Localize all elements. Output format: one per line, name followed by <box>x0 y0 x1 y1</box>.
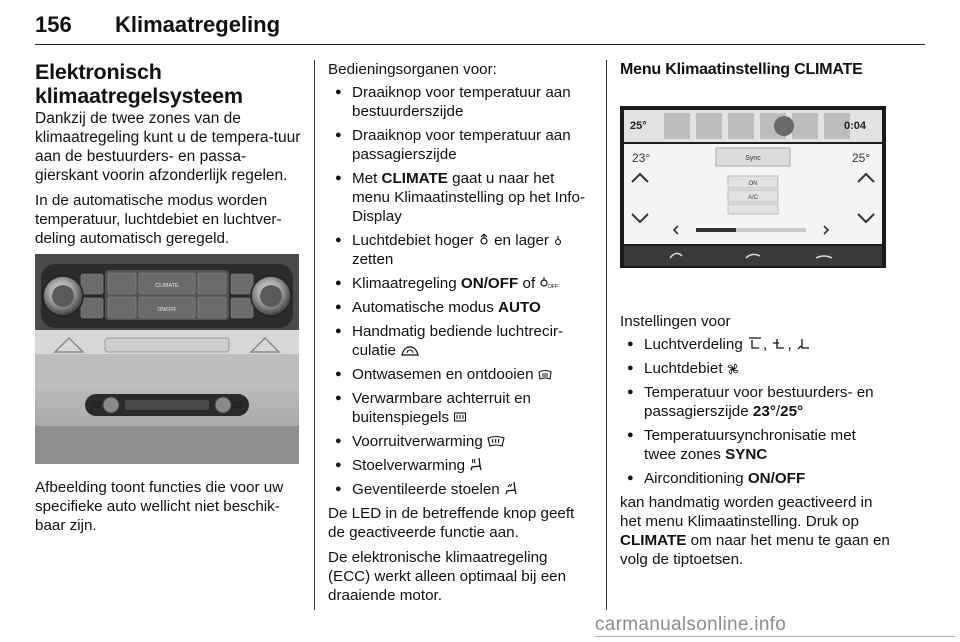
climate-menu-screen <box>620 86 886 298</box>
led-paragraph: De LED in de betreffende knop geeft de geactiveerde functie aan. <box>328 505 575 541</box>
list-item: ● Klimaatregeling ON/OFF of OFF <box>328 274 592 293</box>
watermark-text: carmanualsonline.info <box>595 614 787 635</box>
list-item: ● Draaiknop voor temperatuur aan bestuurderszijde <box>328 83 592 121</box>
fan-off-icon <box>539 276 559 290</box>
settings-list <box>620 335 890 488</box>
climate-control-panel-photo <box>35 254 299 464</box>
seat-heat-icon <box>469 457 483 472</box>
list-item: ● Automatische modus AUTO <box>328 298 592 317</box>
watermark <box>595 612 955 640</box>
auto-mode-paragraph: In de automatische modus worden temperatuur, luchtdebiet en luchtver-deling automatisch geregeld. <box>35 192 282 247</box>
column-divider-1 <box>314 60 315 610</box>
screen-on-button[interactable]: ON <box>748 181 758 187</box>
list-item: ● Ontwasemen en ontdooien <box>328 365 592 384</box>
header-rule <box>35 44 925 45</box>
screen-temp-right: 25° <box>852 151 871 165</box>
ecc-paragraph: De elektronische klimaatregeling (ECC) werkt alleen optimaal bij een draaiende motor. <box>328 549 567 604</box>
svg-text:OFF: OFF <box>548 284 559 290</box>
screen-temp-top: 25° <box>630 120 647 132</box>
screen-sync-button[interactable]: Sync <box>745 155 761 162</box>
column-divider-2 <box>606 60 607 610</box>
list-item: ● Temperatuur voor bestuurders- en passagierszijde 23°/25° <box>620 383 890 421</box>
climate-tab-icon <box>774 116 794 136</box>
screen-ac-button[interactable]: A/C <box>747 195 759 201</box>
column-2 <box>328 60 592 611</box>
fan-icon <box>727 363 739 375</box>
list-item: ● Airconditioning ON/OFF <box>620 469 890 488</box>
list-item: ● Geventileerde stoelen <box>328 480 592 499</box>
list-item: ● Voorruitverwarming <box>328 432 592 451</box>
controls-intro: Bedieningsorganen voor: <box>328 61 497 78</box>
panel-temp-right: 20 <box>231 400 243 410</box>
list-item: ● Draaiknop voor temperatuur aan passagierszijde <box>328 126 592 164</box>
panel-onoff-label: ON/OFF <box>157 307 177 313</box>
page-header <box>0 0 960 56</box>
fan-speed-bar[interactable] <box>696 228 736 232</box>
figure-caption: Afbeelding toont functies die voor uw specifieke auto wellicht niet beschik-baar zijn. <box>35 479 284 534</box>
rear-defrost-icon <box>453 411 467 424</box>
windscreen-heat-icon <box>487 435 505 448</box>
list-item: ● Luchtverdeling , , <box>620 335 890 354</box>
seat-vent-icon <box>504 481 518 496</box>
list-item: ● Verwarmbare achterruit en buitenspiegels <box>328 389 592 427</box>
screen-temp-left: 23° <box>632 151 651 165</box>
page-number: 156 <box>35 12 72 37</box>
fan-up-icon <box>478 233 490 247</box>
list-item: ● Luchtdebiet <box>620 359 890 378</box>
list-item: ● Stoelverwarming <box>328 456 592 475</box>
column-1 <box>35 60 301 541</box>
recirculation-icon <box>400 344 420 357</box>
section-heading: Elektronisch klimaatregelsysteem <box>35 60 243 108</box>
list-item: ● Met CLIMATE gaat u naar het menu Klimaatinstelling op het Info-Display <box>328 169 592 226</box>
defrost-icon <box>538 368 552 381</box>
list-item: ● Luchtdebiet hoger en lager zetten <box>328 231 592 269</box>
air-dist-lower-icon <box>796 337 812 351</box>
intro-paragraph: Dankzij de twee zones van de klimaatregeling kunt u de tempera-tuur aan de bestuurders- en passa-gierskant voorin afzonderlijk regelen. <box>35 110 301 184</box>
list-item: ● Temperatuursynchronisatie met twee zones SYNC <box>620 426 890 464</box>
controls-list <box>328 83 592 499</box>
list-item: ● Handmatig bediende luchtrecir-culatie <box>328 322 592 360</box>
column-3 <box>620 60 890 575</box>
panel-temp-left: 22 <box>91 400 103 410</box>
air-dist-middle-icon <box>771 337 787 351</box>
screen-clock: 0:04 <box>844 120 867 132</box>
climate-menu-heading: Menu Klimaatinstelling CLIMATE <box>620 61 863 78</box>
settings-intro: Instellingen voor <box>620 313 731 330</box>
closing-paragraph: kan handmatig worden geactiveerd in het menu Klimaatinstelling. Druk op CLIMATE om naar het menu te gaan en volg de tiptoetsen. <box>620 494 890 568</box>
fan-down-icon <box>553 235 563 247</box>
panel-climate-label: CLIMATE <box>155 283 179 289</box>
page-title: Klimaatregeling <box>115 12 281 37</box>
air-dist-upper-icon <box>747 337 763 351</box>
